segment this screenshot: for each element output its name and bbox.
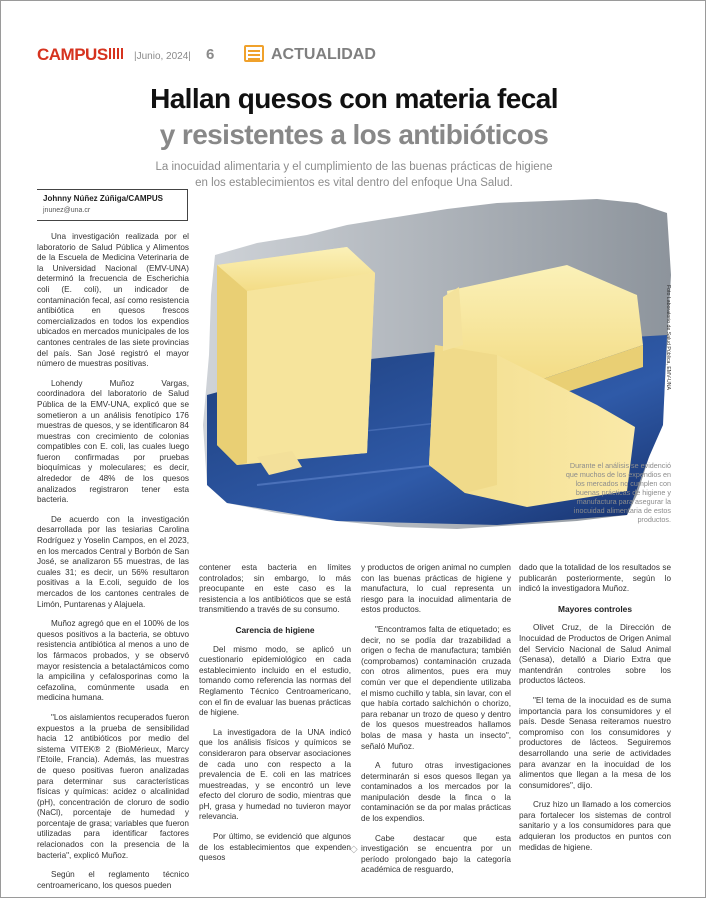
article-column-2 [199, 563, 351, 873]
paragraph: De acuerdo con la investigación desarrollada por las tesiarias Carolina Rodríguez y Yoselin Campos, en el 2023, en los mercados Central y Borbón de San José, se analizaron 55 muestras, de las cuales 31; es decir, un 56% resultaron positivas a la E.coli, seguido de los mercados de los cantones centrales de Limón, Puntarenas y Alajuela. [37, 514, 190, 609]
headline-line-2: y resistentes a los antibióticos [159, 119, 549, 150]
logo-text: CAMPUS [37, 45, 108, 64]
headline-line-1: Hallan quesos con materia fecal [150, 83, 558, 114]
paragraph: Según el reglamento técnico centroamericano, los quesos pueden [37, 870, 189, 890]
issue-date: |Junio, 2024| [134, 51, 191, 62]
subheading-carencia: Carencia de higiene [235, 624, 315, 635]
section-label: ACTUALIDAD [271, 46, 376, 63]
paragraph: Lohendy Muñoz Vargas, coordinadora del laboratorio de Salud Pública de la EMV-UNA, explicó que se sometieron a un análisis fenotípico 176 muestras de quesos, y se identificaron 84 muestras con crecimiento de colonias compatibles con E. coli, las cuales luego fueron confirmadas por pruebas bioquímicas y moleculares; es decir, alrededor de 48% de los quesos analizados registraron tener esta bacteria. [37, 378, 189, 505]
article-column-3 [361, 563, 511, 885]
subheading-mayores-controles: Mayores controles [557, 603, 632, 614]
author-name: Johnny Núñez Zúñiga/CAMPUS [43, 194, 163, 203]
calendar-icon [244, 45, 264, 62]
paragraph: A futuro otras investigaciones determinarán si esos quesos llegan ya contaminados a los mercados por la manipulación desde la finca o la contaminación se da por malas prácticas de los expendios. [361, 761, 511, 824]
paragraph: "El tema de la inocuidad es de suma importancia para los consumidores y el país. Desde Senasa reiteramos nuestro compromiso con los consumidores y productores de lácteos. Seguiremos desarrollando una serie de actividades para avanzar en la inocuidad de los alimentos que llegan a la mesa de los consumidores", dijo. [519, 695, 671, 790]
photo-credit [663, 285, 673, 395]
footer-ornament-icon: ◇ [350, 844, 358, 855]
author-email[interactable]: jnunez@una.cr [43, 207, 91, 214]
campus-logo [37, 45, 123, 65]
paragraph: Cabe destacar que esta investigación se encuentra por un período prolongado bajo la categoría académica de resguardo, [361, 833, 511, 875]
paragraph: La investigadora de la UNA indicó que los análisis físicos y químicos se consideraron para observar asociaciones de cada uno con respecto a la prevalencia de E. coli en las matrices muestreadas, y se encontró un leve efecto del cloruro de sodio, mientras que pH, grasa y humedad no tuvieron mayor relevancia. [199, 727, 351, 822]
paragraph: dado que la totalidad de los resultados se publicarán posteriormente, según lo indicó la investigadora Muñoz. [519, 563, 671, 594]
paragraph: "Los aislamientos recuperados fueron expuestos a la prueba de sensibilidad hacia 12 antibióticos por medio del sistema VITEK® 2 (BioMérieux, Marcy l'Etoile, Francia). Además, las muestras de queso positivas fueron analizadas para determinar sus características físicas y químicas: acidez o alcalinidad (pH), concentración de cloruro de sodio (NaCl), porcentaje de humedad y porcentaje de grasa; variables que fueron utilizadas para identificar factores relacionados con la presencia de la bacteria", explicó Muñoz. [37, 712, 189, 860]
paragraph: contener esta bacteria en límites controlados; sin embargo, lo más preocupante en este caso es la resistencia a los antibióticos que se está transmitiendo a través de su consumo. [199, 563, 351, 615]
paragraph: Del mismo modo, se aplicó un cuestionario epidemiológico en cada establecimiento incluido en el estudio, tomando como referencia las normas del Reglamento Técnico Centroamericano, con el fin de evaluar las buenas prácticas de higiene. [199, 644, 351, 718]
paragraph: y productos de origen animal no cumplen con las buenas prácticas de higiene y manufactura, lo cual representa un riesgo para la inocuidad alimentaria de estos productos. [361, 563, 511, 615]
paragraph: Olivet Cruz, de la Dirección de Inocuidad de Productos de Origen Animal del Servicio Nacional de Salud Animal (Senasa), detalló a Diario Extra que mantendrán controles sobre los productos lácteos. [519, 623, 671, 686]
logo-mark-icon [109, 48, 123, 59]
author-box [37, 189, 188, 221]
photo-caption: Durante el análisis se evidenció que muchos de los expendios en los mercados no cumplen con buenas prácticas de higiene y manufactura para asegurar la inocuidad alimentaria de estos productos. [565, 461, 671, 524]
page-number: 6 [206, 46, 215, 63]
subtitle-line-1: La inocuidad alimentaria y el cumplimiento de las buenas prácticas de higiene [155, 161, 553, 173]
paragraph: "Encontramos falta de etiquetado; es decir, no se podía dar trazabilidad a origen o fecha de manufactura; también (comprobamos) contaminación cruzada con otros alimentos, pues era muy común ver que el dependiente utilizaba el mismo cuchillo y tabla, sin lavar, con el que había cortado salchichón o chorizo, para rebanar un trozo de queso y dentro de los quesos muestreados hallamos bolas de masa y hasta un insecto", señaló Muñoz. [361, 624, 511, 751]
paragraph: Por último, se evidenció que algunos de los establecimientos que expenden quesos [199, 832, 351, 863]
subtitle-line-2: en los establecimientos es vital dentro del enfoque Una Salud. [195, 177, 513, 189]
article-column-1 [37, 232, 189, 898]
photo-credit-text: Foto Laboratorio de Salud Pública, EMV-UNA [665, 285, 671, 390]
subtitle [1, 159, 706, 191]
article-column-4 [519, 563, 671, 862]
paragraph: Muñoz agregó que en el 100% de los quesos positivos a la bacteria, se obtuvo resistencia antibiótica al menos a uno de los fármacos probados, y se observó mayor resistencia a betalactámicos como la ampicilina y cefalosporinas como la cefazolina, comúnmente usada en medicina humana. [37, 619, 189, 703]
paragraph: Una investigación realizada por el laboratorio de Salud Pública y Alimentos de la Escuela de Medicina Veterinaria de la Universidad Nacional (EMV-UNA) determinó la frecuencia de Escherichia coli (E. coli), un indicador de contaminación fecal, así como resistencia antibiótica en quesos frescos comercializados en todos los expendios ubicados en mercados municipales de los cantones centrales de las siete provincias del país. San José registró el mayor número de muestras positivas. [37, 232, 190, 369]
paragraph: Cruz hizo un llamado a los comercios para fortalecer los sistemas de control sanitario y a los consumidores para que adquieran los productos en puntos con medidas de higiene. [519, 800, 671, 852]
